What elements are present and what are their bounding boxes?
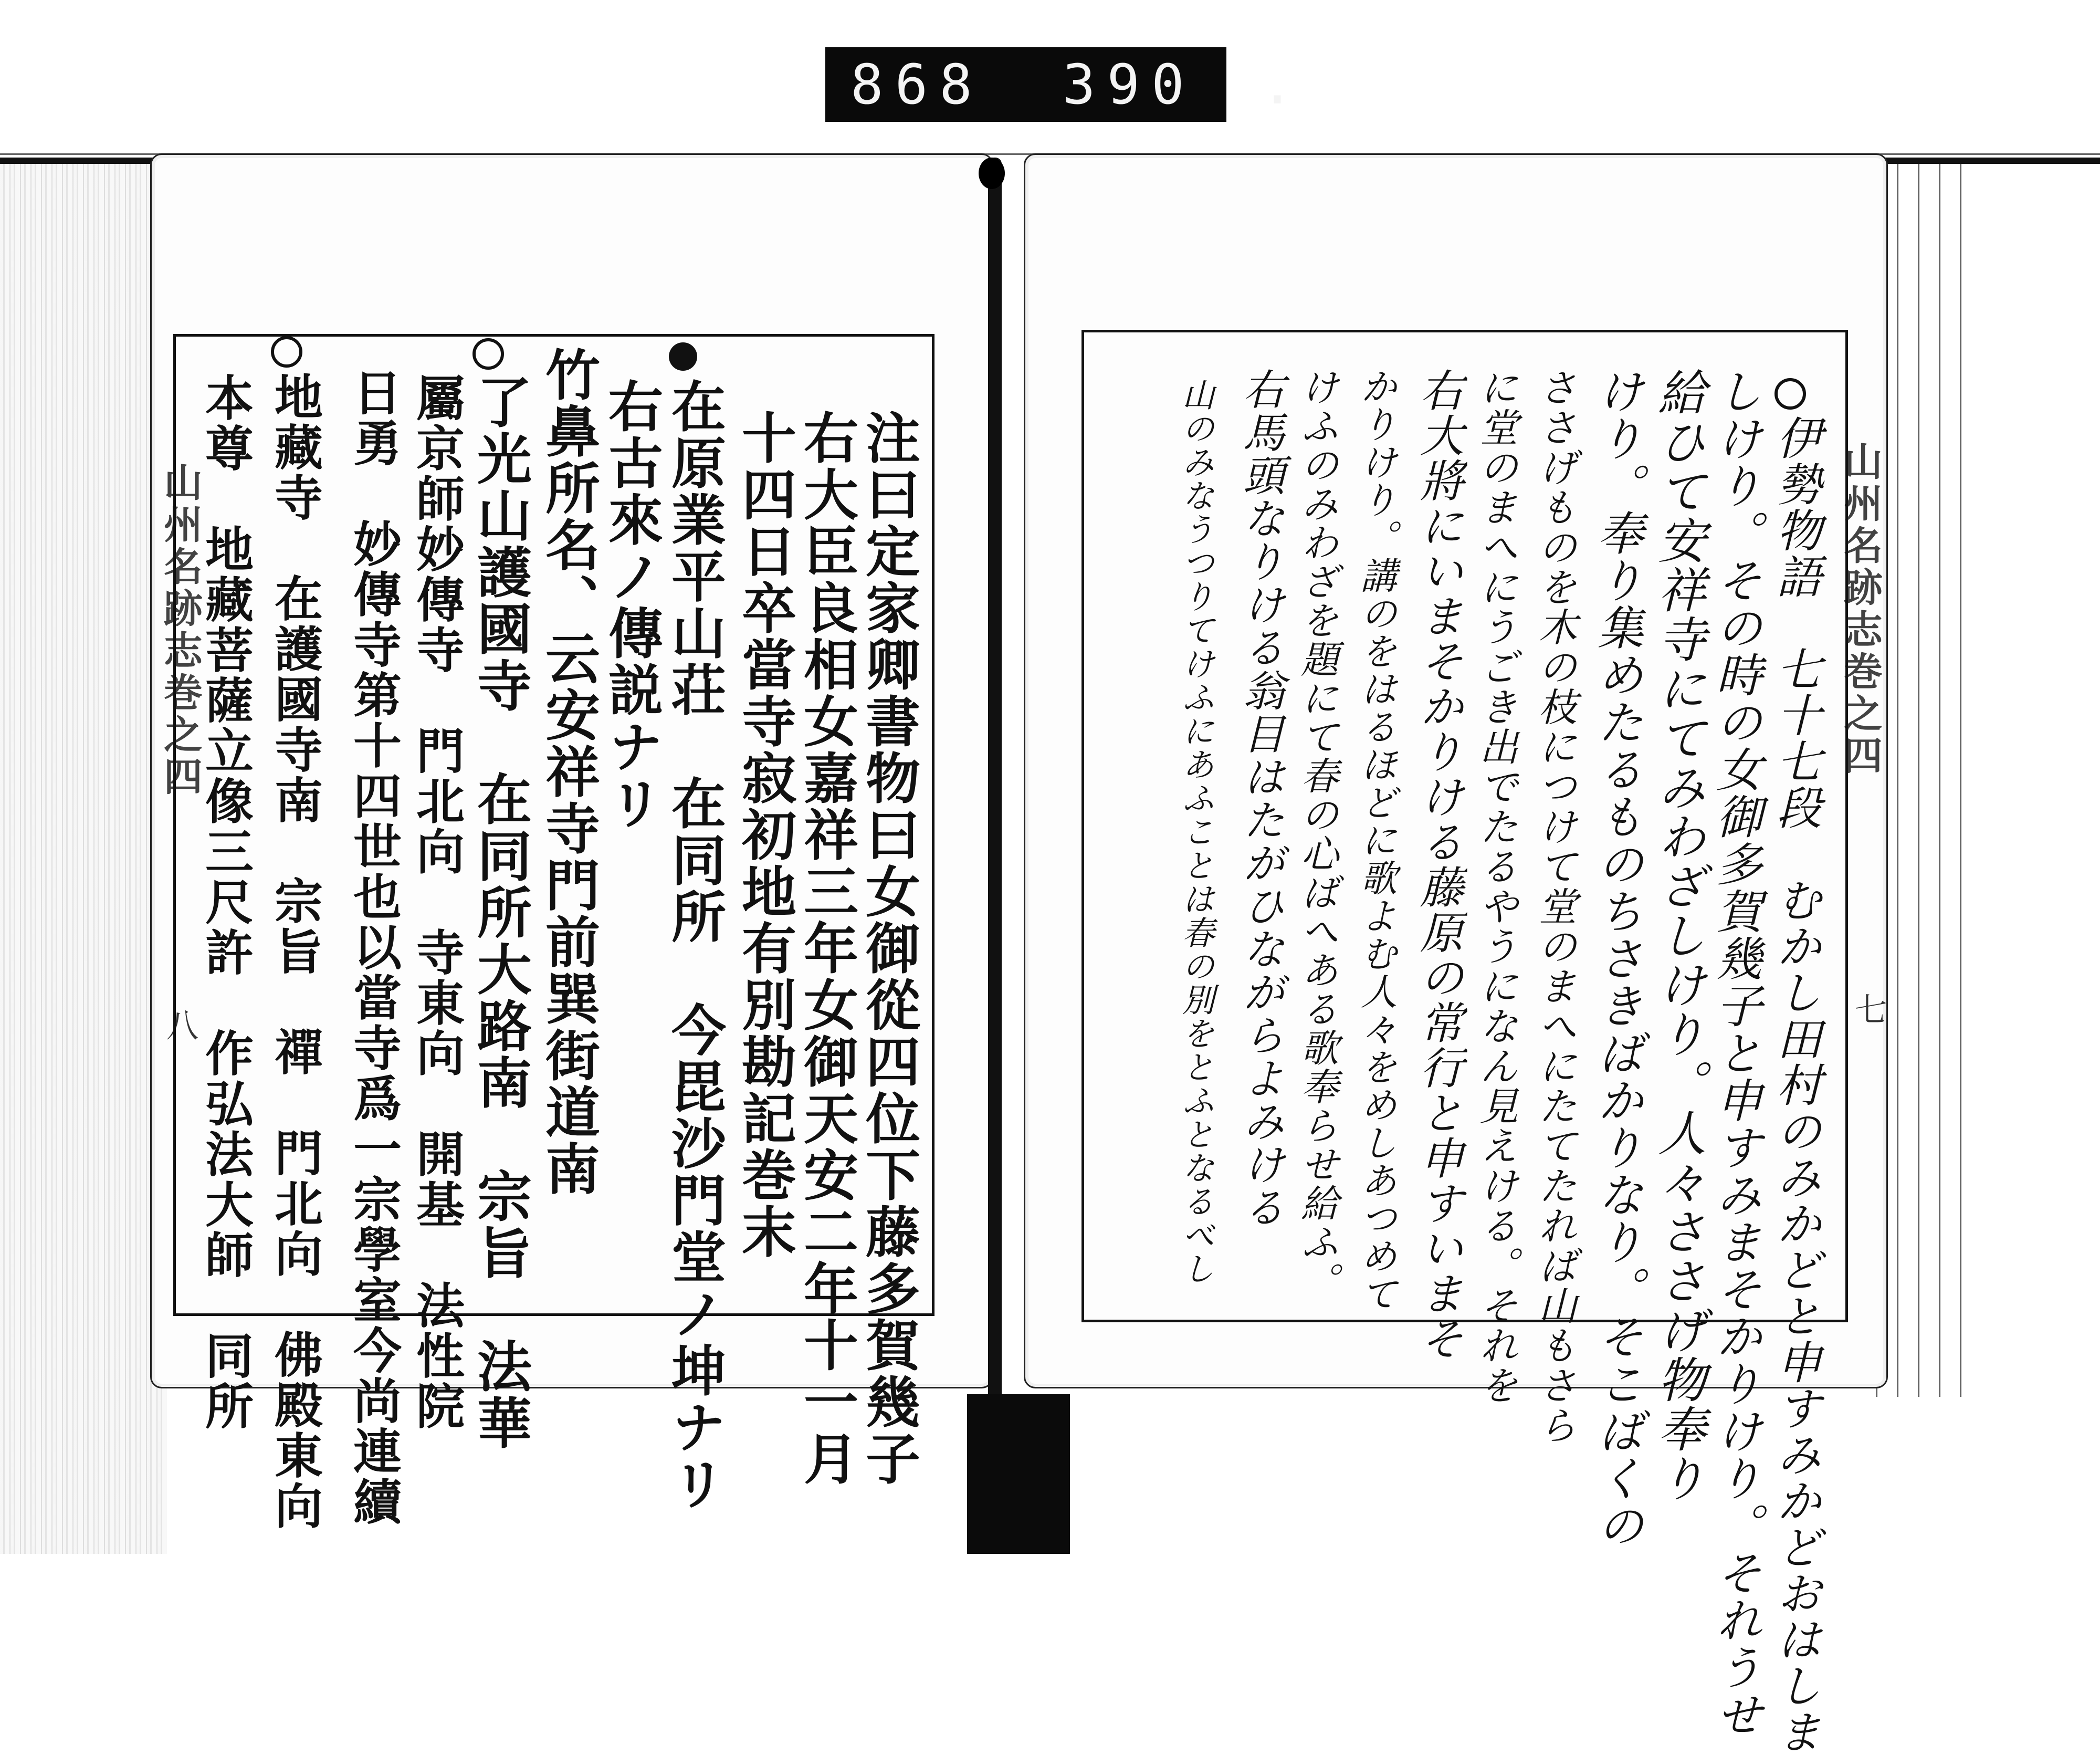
text-column: に堂のまへにうごき出でたるやうになん見えける。それを [1473, 368, 1518, 1405]
text-column: 山のみなうつりてけふにあふことは春の別をとふとなるべし [1177, 378, 1215, 1286]
text-column: しけり。その時の女御多賀幾子と申すみまそかりけり。それうせ [1709, 368, 1763, 1738]
spine-clip [979, 158, 1005, 189]
text-column: 注曰定家卿書物曰女御從四位下藤多賀幾子 [856, 410, 921, 1487]
text-column: ささげものを木の枝につけて堂のまへにたてたれば山もさら [1532, 368, 1577, 1445]
text-column: 給ひて安祥寺にてみわざしけり。人々ささげ物奉り [1650, 368, 1706, 1503]
book-spine [988, 158, 1002, 1428]
book-edge-left [0, 158, 167, 1554]
text-column: 十四日卒當寺寂初地有別勘記巻末 [732, 410, 797, 1260]
text-column: 在原業平山荘 在同所 今毘沙門堂ノ坤ナリ [662, 378, 727, 1512]
text-column: 右大臣良相女嘉祥三年女御天安二年十一月 [794, 410, 859, 1487]
text-column: 右馬頭なりける翁目はたがひながらよみける [1236, 368, 1285, 1229]
folio-right: 七 [1849, 993, 1887, 1025]
text-column: 伊勢物語 七十七段 むかし田村のみかどと申すみかどおはしま [1769, 415, 1821, 1755]
text-column: 竹鼻所名、云安祥寺門前巽街道南 [536, 347, 601, 1197]
catalog-number-left: 868 [850, 53, 984, 117]
running-head-left: 山州名跡志巻之四 [158, 462, 203, 798]
text-column: 本尊 地藏菩薩立像三尺許 作弘法大師 同所 [197, 373, 254, 1432]
text-column: 了光山護國寺 在同所大路南 宗旨 法華 [468, 374, 532, 1451]
catalog-number-right: 390 [1062, 53, 1196, 117]
text-column: 右大將にいまそかりける藤原の常行と申すいまそ [1413, 368, 1464, 1361]
text-column: 右古來ノ傳説ナリ [599, 378, 664, 832]
circle-marker-icon [472, 338, 504, 372]
bullet-filled-icon [669, 342, 697, 373]
folio-left: 八 [161, 1008, 199, 1041]
text-column: けり。奉り集めたるものちさきばかりなり。そこばくの [1590, 368, 1644, 1549]
text-column: 日勇 妙傳寺第十四世也以當寺爲一宗學室今尚連續 [345, 368, 402, 1527]
catalog-number-plate: 868 390 . [825, 47, 1226, 122]
text-column: かりけり。講のをはるほどに歌よむ人々をめしあつめて [1354, 368, 1398, 1313]
scanner-bar-left [0, 158, 173, 164]
text-column: 屬京師妙傳寺 門北向 寺東向 開基 法性院 [408, 373, 465, 1432]
bottom-clamp [967, 1394, 1070, 1554]
circle-marker-icon [1774, 378, 1806, 412]
scanner-bar-right [1869, 158, 2100, 164]
running-head-right: 山州名跡志巻之四 [1838, 441, 1883, 777]
text-column: 地藏寺 在護國寺南 宗旨 禪 門北向 佛殿東向 [267, 372, 323, 1531]
circle-marker-icon [271, 336, 302, 370]
text-column: けふのみわざを題にて春の心ばへある歌奉らせ給ふ。 [1295, 368, 1339, 1300]
